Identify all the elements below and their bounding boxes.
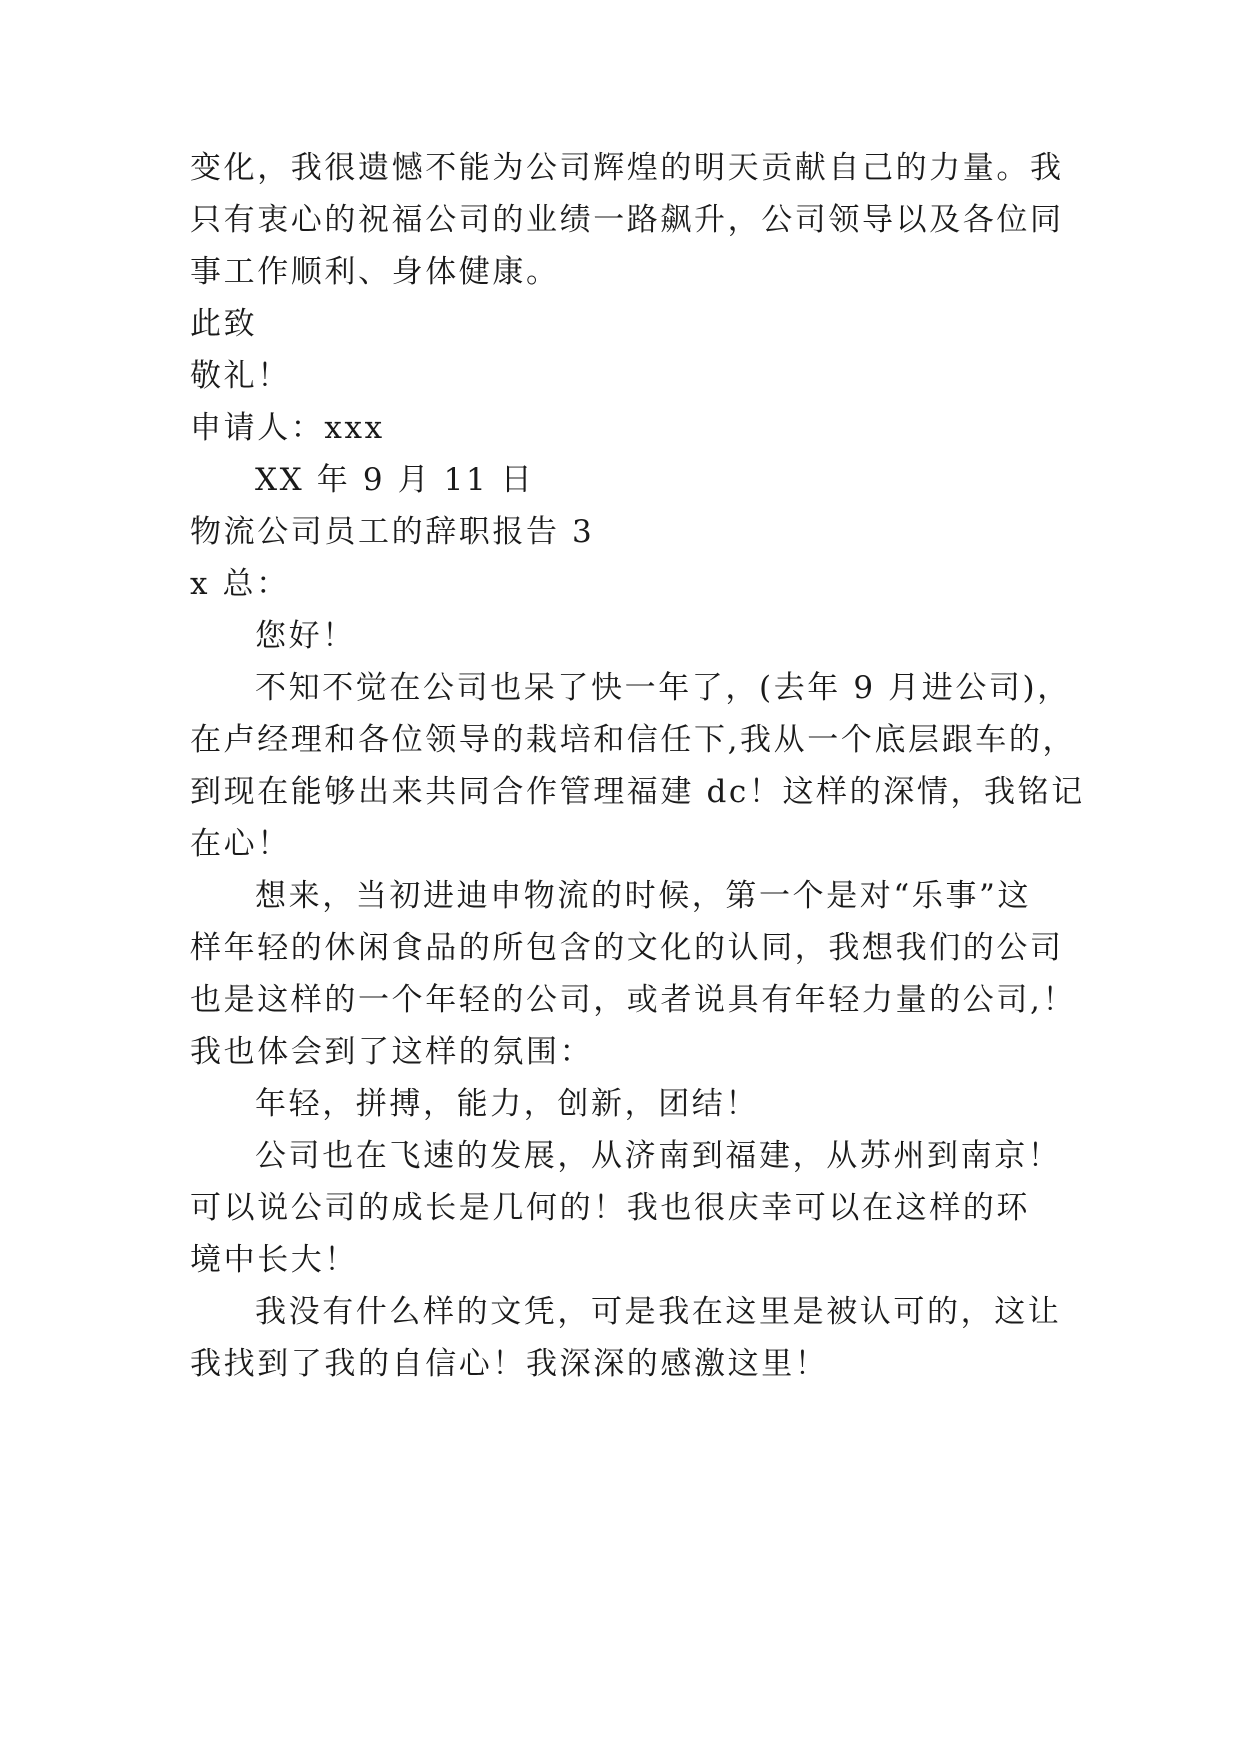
text-line: 不知不觉在公司也呆了快一年了，(去年 9 月进公司)， xyxy=(255,670,1071,706)
text-line: 想来，当初进迪申物流的时候，第一个是对“乐事”这 xyxy=(255,878,1032,914)
text-line: 此致 xyxy=(190,306,258,342)
text-line: 可以说公司的成长是几何的！我也很庆幸可以在这样的环 xyxy=(190,1190,1030,1226)
text-line: 我也体会到了这样的氛围： xyxy=(190,1034,594,1070)
signature-applicant: 申请人：xxx xyxy=(190,410,385,446)
text-line: 只有衷心的祝福公司的业绩一路飙升，公司领导以及各位同 xyxy=(190,202,1064,238)
section-title: 物流公司员工的辞职报告 3 xyxy=(190,514,595,550)
text-line: 在卢经理和各位领导的栽培和信任下,我从一个底层跟车的， xyxy=(190,722,1077,758)
text-line: 敬礼！ xyxy=(190,358,291,394)
text-line: 到现在能够出来共同合作管理福建 dc！这样的深情，我铭记 xyxy=(190,774,1085,810)
text-line: 样年轻的休闲食品的所包含的文化的认同，我想我们的公司 xyxy=(190,930,1064,966)
text-line: 境中长大！ xyxy=(190,1242,358,1278)
text-line: 公司也在飞速的发展，从济南到福建，从苏州到南京！ xyxy=(255,1138,1062,1174)
salutation: x 总： xyxy=(190,566,290,602)
text-line: 我找到了我的自信心！我深深的感激这里！ xyxy=(190,1346,829,1382)
text-line: 年轻，拼搏，能力，创新，团结！ xyxy=(255,1086,759,1122)
text-line: 在心！ xyxy=(190,826,291,862)
text-line: 事工作顺利、身体健康。 xyxy=(190,254,560,290)
text-line: 也是这样的一个年轻的公司，或者说具有年轻力量的公司,！ xyxy=(190,982,1077,1018)
signature-date: XX 年 9 月 11 日 xyxy=(255,462,535,498)
text-line: 变化，我很遗憾不能为公司辉煌的明天贡献自己的力量。我 xyxy=(190,150,1064,186)
greeting: 您好！ xyxy=(255,618,356,654)
text-line: 我没有什么样的文凭，可是我在这里是被认可的，这让 xyxy=(255,1294,1062,1330)
